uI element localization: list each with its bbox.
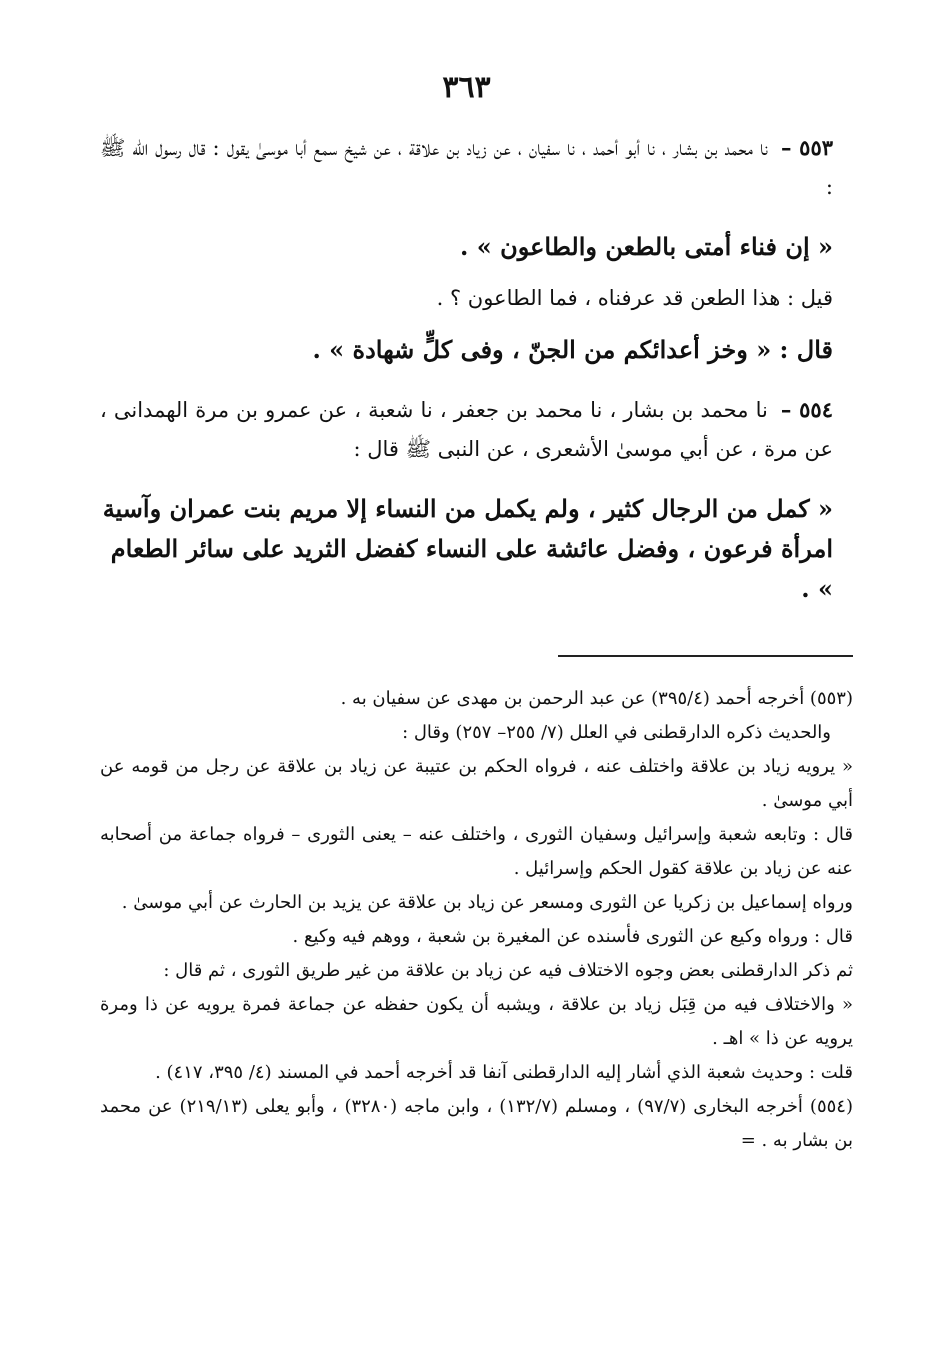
footnote-553-quote-2: قال : وتابعه شعبة وإسرائيل وسفيان الثورى ، واختلف عنه – يعنى الثورى – فرواه جماعة من أصحابه عنه عن زياد بن علاقة كقول الحكم وإسرائيل .	[100, 824, 853, 879]
hadith-554-quote: « كمل من الرجال كثير ، ولم يكمل من النساء إلا مريم بنت عمران وآسية امرأة فرعون ، وفضل عائشة على النساء كفضل الثريد على سائر الطعام » .	[102, 494, 833, 603]
footnote-553-quote-1: « يرويه زياد بن علاقة واختلف عنه ، فرواه الحكم بن عتيبة عن زياد بن علاقة عن رجل من قومه عن أبي موسىٰ .	[100, 756, 853, 811]
hadith-554-number: ٥٥٤ –	[780, 397, 833, 422]
footnote-553-comment: قلت : وحديث شعبة الذي أشار إليه الدارقطنى آنفا قد أخرجه أحمد في المسند (٤/ ٣٩٥، ٤١٧) .	[155, 1062, 853, 1083]
footnote-553-quote-4: قال : ورواه وكيع عن الثورى فأسنده عن المغيرة بن شعبة ، ووهم فيه وكيع .	[292, 926, 853, 947]
footnote-divider	[558, 655, 853, 657]
footnote-553-quote-3: ورواه إسماعيل بن زكريا عن الثورى ومسعر عن زياد بن علاقة عن يزيد بن الحارث عن أبي موسىٰ .	[121, 892, 853, 913]
hadith-553-isnad	[100, 128, 833, 207]
footnote-553-quote-5: ثم ذكر الدارقطنى بعض وجوه الاختلاف فيه عن زياد بن علاقة من غير طريق الثورى ، ثم قال :	[163, 960, 853, 981]
hadith-553-question: قيل : هذا الطعن قد عرفناه ، فما الطاعون ؟ .	[436, 286, 833, 310]
footnote-554-source: (٥٥٤) أخرجه البخارى (٩٧/٧) ، ومسلم (١٣٢/٧) ، وابن ماجه (٣٢٨٠) ، وأبو يعلى (٢١٩/١٣) عن محمد بن بشار به . =	[100, 1096, 853, 1151]
footnote-553-source: (٥٥٣) أخرجه أحمد (٣٩٥/٤) عن عبد الرحمن بن مهدى عن سفيان به .	[340, 688, 853, 709]
hadith-554-isnad	[100, 390, 833, 469]
hadith-553-quote: « إن فناء أمتى بالطعن والطاعون » .	[460, 232, 833, 261]
hadith-553-answer: قال : « وخز أعدائكم من الجنّ ، وفى كلٍّ شهادة » .	[312, 335, 833, 364]
footnote-553-quote-6: « والاختلاف فيه من قِبَل زياد بن علاقة ، ويشبه أن يكون حفظه عن جماعة فمرة يرويه عن ذا ومرة يرويه عن ذا » اهـ .	[100, 994, 853, 1049]
main-text	[100, 128, 833, 609]
hadith-553-isnad-text: نا محمد بن بشار ، نا أبو أحمد ، نا سفيان ، عن زياد بن علاقة ، عن شيخ سمع أبا موسىٰ يقول : قال رسول الله ﷺ :	[100, 136, 833, 199]
hadith-554-isnad-text: نا محمد بن بشار ، نا محمد بن جعفر ، نا شعبة ، عن عمرو بن مرة الهمدانى ، عن مرة ، عن أبي موسىٰ الأشعرى ، عن النبى ﷺ قال :	[100, 398, 833, 461]
footnote-553-ilal: والحديث ذكره الدارقطنى في العلل (٧/ ٢٥٥– ٢٥٧) وقال :	[402, 722, 831, 743]
hadith-553-number: ٥٥٣ –	[780, 135, 834, 160]
page-number: ٣٦٣	[442, 70, 491, 105]
footnotes	[100, 682, 853, 1158]
